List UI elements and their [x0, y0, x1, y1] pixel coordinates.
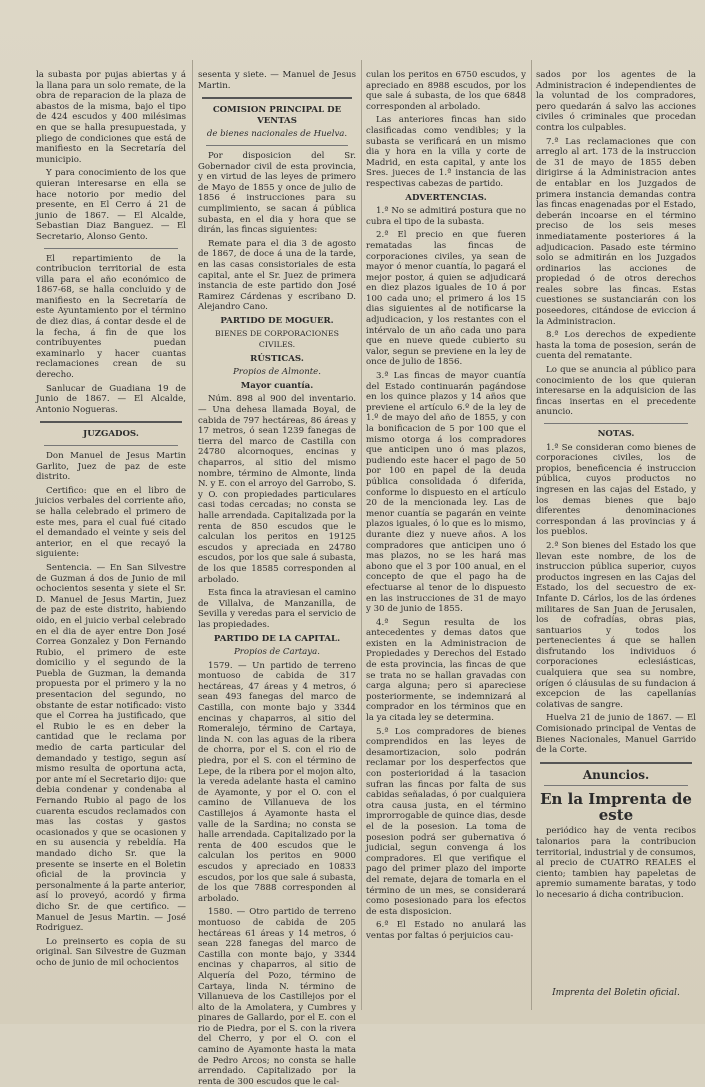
paragraph: Lo preinserto es copia de su original. San Silvestre de Guzman ocho de junio de mil ochocientos: [36, 936, 186, 968]
section-heading: PARTIDO DE MOGUER.: [220, 315, 334, 326]
divider: [544, 423, 688, 424]
column-3: [366, 70, 526, 1000]
section-heading: BIENES DE CORPORACIONES CIVILES.: [215, 329, 339, 350]
paragraph: 6.ª El Estado no anulará las ventas por faltas ó perjuicios cau-: [366, 920, 526, 941]
section-subheading: Mayor cuantía.: [240, 380, 314, 391]
section-heading: RÚSTICAS.: [250, 353, 304, 364]
paragraph: Certifico: que en el libro de juicios verbales del corriente año, se halla celebrado el primero de este mes, para el cual fué citado el demandado el veinte y seis del anterior, en el que recayó la siguiente:: [36, 485, 186, 560]
paragraph: 1.ª No se admitirá postura que no cubra el tipo de la subasta.: [366, 206, 526, 227]
paragraph: Huelva 21 de junio de 1867. — El Comisionado principal de Ventas de Bienes Nacionales, Manuel Garrido de la Corte.: [536, 713, 696, 756]
divider: [40, 421, 182, 423]
column-2: [198, 70, 356, 1087]
paragraph: Las anteriores fincas han sido clasificadas como vendibles; y la subasta se verificará en un mismo dia y hora en la villa y corte de Madrid, en esta capital, y ante los Sres. jueces de 1.ª instancia de las respectivas cabezas de partido.: [366, 115, 526, 189]
paragraph: 5.ª Los compradores de bienes comprendidos en las leyes de desamortizacion, solo podrán reclamar por los desperfectos que con posterioridad á la tasacion sufran las fincas por falta de sus cabidas señaladas, ó por cualquiera otra causa justa, en el término improrrogable de quince dias, desde el de la posesion. La toma de posesion podrá ser gubernativa ó judicial, segun convenga á los compradores. El que verifique el pago del primer plazo del importe del remate, dejara de tomarla en el término de un mes, se considerará como posesionado para los efectos de esta disposicion.: [366, 726, 526, 917]
advertisement-heading: En la Imprenta de este: [540, 790, 692, 825]
paragraph: sesenta y siete. — Manuel de Jesus Martin.: [198, 70, 356, 91]
signature: Sanlucar de Guadiana 19 de Junio de 1867. — El Alcalde, Antonio Nogueras.: [36, 383, 186, 415]
divider: [44, 445, 178, 446]
column-divider: [192, 60, 193, 1010]
paragraph: 4.ª Segun resulta de los antecedentes y demas datos que existen en la Administracion de Propiedades y Derechos del Estado de esta provincia, las fincas de que se trata no se hallan gravadas con carga alguna; pero si apareciese posteriormente, se indemnizará al comprador en los términos que en la ya citada ley se determina.: [366, 617, 526, 724]
paragraph: 7.ª Las reclamaciones que con arreglo al art. 173 de la instruccion de 31 de mayo de 1855 deben dirigirse á la Administracion antes de entablar en los Juzgados de primera instancia demandas contra las fincas enagenadas por el Estado, deberán incoarse en el término preciso de los seis meses inmediatamente posteriores á la adjudicacion. Pasado este término solo se admitirán en los Juzgados ordinarios las acciones de propiedad ó de otros derechos reales sobre las fincas. Estas cuestiones se sustanciarán con los poseedores, citándose de eviccion á la Administracion.: [536, 136, 696, 327]
section-subheading: Propios de Almonte.: [232, 367, 322, 378]
printer-footer: Imprenta del Boletin oficial.: [552, 988, 680, 998]
paragraph: 2.ª El precio en que fueren rematadas las fincas de corporaciones civiles, ya sean de mayor ó menor cuantía, lo pagará el mejor postor, á quien se adjudicará en diez plazos iguales de 10 á por 100 cada uno; el primero á los 15 dias siguientes al de notificarse la adjudicacion, y los restantes con el intérvalo de un año cada uno para que en nueve quede cubierto su valor, segun se previene en la ley de once de julio de 1856.: [366, 230, 526, 368]
column-4: [536, 70, 696, 1000]
section-subheading: Propios de Cartaya.: [233, 647, 321, 658]
paragraph: Núm. 898 al 900 del inventario. — Una dehesa llamada Boyal, de cabida de 797 hectáreas, 86 áreas y 17 metros, ó sean 1239 fanegas de tierra del marco de Castilla con 24780 alcornoques, encinas y chaparros, al sitio del mismo nombre, término de Almonte, linda N. y E. con el arroyo del Garrobo, S. y O. con propiedades particulares casi todas cercadas; no consta se halle arrendada. Capitalizada por la renta de 850 escudos que le calculan los peritos en 19125 escudos y apreciada en 24780 escudos, por los que sale á subasta, de los que 18585 corresponden al arbolado.: [198, 394, 356, 585]
section-subheading: de bienes nacionales de Huelva.: [206, 129, 348, 140]
paragraph: Don Manuel de Jesus Martin Garlito, Juez de paz de este distrito.: [36, 451, 186, 483]
paragraph: 1579. — Un partido de terreno montuoso de cabida de 317 hectáreas, 47 áreas y 4 metros, ó sean 493 fanegas del marco de Castilla, con monte bajo y 3344 encinas y chaparros, al sitio del Romeralejo, término de Cartaya, linda N. con las aguas de la ribera de chorra, por el S. con el rio de piedra, por el S. con el término de Lepe, de la ribera por el mojon alto, la vereda adelante hasta el camino de Ayamonte, y por el O. con el camino de Villanueva de los Castillejos á Ayamonte hasta el valle de la Sardina; no consta se halle arrendada. Capitalizado por la renta de 400 escudos que le calculan los peritos en 9000 escudos y apreciado en 10833 escudos, por los que sale á subasta, de los que 7888 corresponden al arbolado.: [198, 660, 356, 904]
paragraph: El repartimiento de la contribucion territorial de esta villa para el año económico de 1867-68, se halla concluido y de manifiesto en la Secretaría de este Ayuntamiento por el término de diez dias, á contar desde el de la fecha, á fin de que los contribuyentes puedan examinarlo y hacer cuantas reclamaciones crean de su derecho.: [36, 253, 186, 381]
column-divider: [531, 60, 532, 1010]
paragraph: sados por los agentes de la Administracion é independientes de la voluntad de los compradores, pero quedarán á salvo las acciones civiles ó criminales que procedan contra los culpables.: [536, 70, 696, 133]
paragraph: Sentencia. — En San Silvestre de Guzman á dos de Junio de mil ochocientos sesenta y siete el Sr. D. Manuel de Jesus Martin, Juez de paz de este distrito, habiendo oido, en el juicio verbal celebrado en el dia de ayer entre Don José Correa Gonzalez y Don Fernando Rubio, el primero de este domicilio y el segundo de la Puebla de Guzman, la demanda propuesta por el primero y la no presentacion del segundo, no obstante de estar notificado: visto que el Correa ha justificado, que el Rubio le es en deber la cantidad que le reclama por medio de carta particular del demandado y testigo, segun así mismo resulta de oportuna acta, por ante mí el Secretario dijo: que debia condenar y condenaba al Fernando Rubio al pago de los cuarenta escudos reclamados con mas las costas y gastos ocasionados y que se ocasionen y en su ausencia y rebeldía. Ha mandado dicho Sr. que la presente se inserte en el Boletin oficial de la provincia y personalmente á la parte anterior, así lo proveyó, acordó y firma dicho Sr. de que certifico. — Manuel de Jesus Martin. — José Rodriguez.: [36, 562, 186, 934]
section-heading: ADVERTENCIAS.: [405, 192, 487, 203]
column-1: [36, 70, 186, 1000]
paragraph: Y para conocimiento de los que quieran interesarse en ella se hace notorio por medio del presente, en El Cerro á 21 de junio de 1867. — El Alcalde, Sebastian Diaz Banguez. — El Secretario, Alonso Gento.: [36, 168, 186, 242]
paragraph: periódico hay de venta recibos talonarios para la contribucion territorial, industrial y de consumos, al precio de CUATRO REALES el ciento; tambien hay papeletas de apremio sumamente baratas, y todo lo necesario á dicha contribucion.: [536, 826, 696, 900]
section-heading: Anuncios.: [582, 767, 650, 782]
paragraph: 3.ª Las fincas de mayor cuantía del Estado continuarán pagándose en los quince plazos y 14 años que previene el artículo 6.º de la ley de 1.º de mayo del año de 1855, y con la bonificacion de 5 por 100 que el mismo otorga á los compradores que anticipen uno ó mas plazos, pudiendo este hacer el pago de 50 por 100 en papel de la deuda pública consolidada ó diferida, conforme lo dispuesto en el artículo 20 de la mencionada ley. Las de menor cuantía se pagarán en veinte plazos iguales, ó lo que es lo mismo, durante diez y nueve años. A los compradores que anticipen uno ó mas plazos, no se les hará mas abono que el 3 por 100 anual, en el concepto de que el pago ha de efectuarse al tenor de lo dispuesto en las instrucciones de 31 de mayo y 30 de junio de 1855.: [366, 371, 526, 615]
section-heading: NOTAS.: [597, 429, 635, 439]
paragraph: Por disposicion del Sr. Gobernador civil de esta provincia, y en virtud de las leyes de primero de Mayo de 1855 y once de julio de 1856 é instrucciones para su cumplimiento, se sacan á pública subasta, en el dia y hora que se dirán, las fincas siguientes:: [198, 150, 356, 236]
divider: [206, 145, 348, 146]
paragraph: culan los peritos en 6750 escudos, y apreciado en 8988 escudos, por los que sale á subasta, de los que 6848 corresponden al arbolado.: [366, 70, 526, 112]
section-heading: COMISION PRINCIPAL DE VENTAS: [212, 105, 342, 126]
divider: [44, 248, 178, 249]
section-heading: JUZGADOS.: [83, 429, 139, 440]
paragraph: Lo que se anuncia al público para conocimiento de los que quieran interesarse en la adquisicion de las fincas insertas en el precedente anuncio.: [536, 365, 696, 418]
paragraph: la subasta por pujas abiertas y á la llana para un solo remate, de la obra de reparacion de la plaza de abastos de la misma, bajo el tipo de 424 escudos y 400 milésimas en que se halla presupuestada, y pliego de condiciones que está de manifiesto en la Secretaría del municipio.: [36, 70, 186, 165]
paragraph: Esta finca la atraviesan el camino de Villalva, de Manzanilla, de Sevilla y veredas para el servicio de las propiedades.: [198, 588, 356, 630]
divider: [202, 97, 352, 99]
paragraph: 1.ª Se consideran como bienes de corporaciones civiles, los de propios, beneficencia é instruccion pública, cuyos productos no ingresen en las cajas del Estado, y los demas bienes que bajo diferentes denominaciones correspondan á las provincias y á los pueblos.: [536, 442, 696, 538]
paragraph: 8.ª Los derechos de expediente hasta la toma de posesion, serán de cuenta del rematante.: [536, 330, 696, 362]
paragraph: 2.ª Son bienes del Estado los que llevan este nombre, de los de instruccion pública superior, cuyos productos ingresen en las Cajas del Estado, los del secuestro de ex-Infante D. Cárlos, los de las órdenes militares de San Juan de Jerusalen, los de cofradías, obras pias, santuarios y todos los pertenecientes á que se hallen disfrutando los individuos ó corporaciones eclesiásticas, cualquiera que sea su nombre, orígen ó cláusulas de su fundacion á excepcion de las capellanías colativas de sangre.: [536, 540, 696, 710]
divider: [540, 762, 692, 764]
column-divider: [361, 60, 362, 1010]
paragraph: Remate para el dia 3 de agosto de 1867, de doce á una de la tarde, en las casas consistoriales de esta capital, ante el Sr. Juez de primera instancia de este partido don José Ramirez Cárdenas y escribano D. Alejandro Cano.: [198, 238, 356, 313]
section-heading: PARTIDO DE LA CAPITAL.: [213, 633, 341, 644]
divider: [544, 785, 688, 786]
paragraph: 1580. — Otro partido de terreno montuoso de cabida de 205 hectáreas 61 áreas y 14 metros, ó sean 228 fanegas del marco de Castilla con monte bajo, y 3344 encinas y chaparros, al sitio de Alquería del Pozo, término de Cartaya, linda N. término de Villanueva de los Castillejos por el alto de la Amolatera, y Cumbres y pinares de Gallardo, por el E. con el rio de Piedra, por el S. con la rivera del Cherro, y por el O. con el camino de Ayamonte hasta la mata de Pedro Arcos; no consta se halle arrendado. Capitalizado por la renta de 300 escudos que le cal-: [198, 907, 356, 1087]
